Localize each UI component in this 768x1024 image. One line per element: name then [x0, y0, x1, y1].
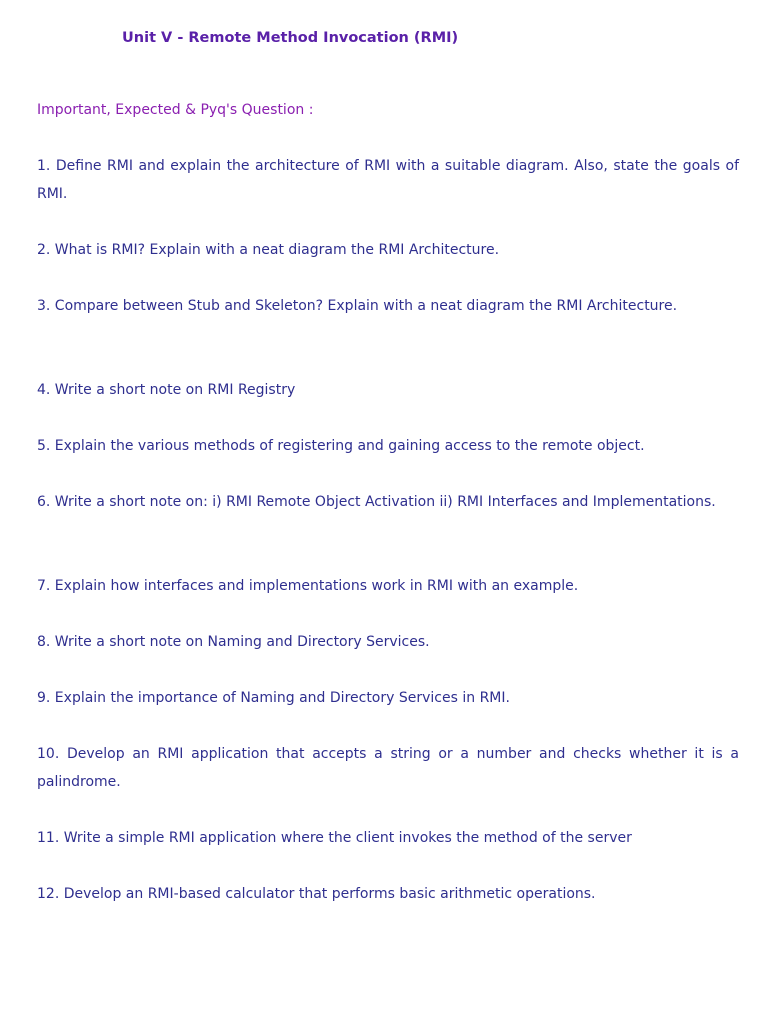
question-item-1: 1. Define RMI and explain the architecture of RMI with a suitable diagram. Also, state the goals of RMI. [37, 158, 739, 202]
question-item-7: 7. Explain how interfaces and implementations work in RMI with an example. [37, 578, 579, 594]
question-item-4: 4. Write a short note on RMI Registry [37, 382, 296, 398]
question-item-8: 8. Write a short note on Naming and Directory Services. [37, 634, 430, 650]
question-item-12: 12. Develop an RMI-based calculator that performs basic arithmetic operations. [37, 886, 596, 902]
question-item-9: 9. Explain the importance of Naming and Directory Services in RMI. [37, 690, 510, 706]
section-heading: Important, Expected & Pyq's Question : [37, 102, 314, 118]
question-list [37, 152, 739, 936]
question-item-5: 5. Explain the various methods of registering and gaining access to the remote object. [37, 438, 645, 454]
question-item-10: 10. Develop an RMI application that accepts a string or a number and checks whether it is a palindrome. [37, 746, 739, 790]
question-item-2: 2. What is RMI? Explain with a neat diagram the RMI Architecture. [37, 242, 500, 258]
question-item-3: 3. Compare between Stub and Skeleton? Explain with a neat diagram the RMI Architecture. [37, 298, 678, 314]
question-item-11: 11. Write a simple RMI application where the client invokes the method of the server [37, 830, 632, 846]
question-item-6: 6. Write a short note on: i) RMI Remote Object Activation ii) RMI Interfaces and Implementations. [37, 494, 716, 510]
document-title: Unit V - Remote Method Invocation (RMI) [122, 30, 459, 46]
